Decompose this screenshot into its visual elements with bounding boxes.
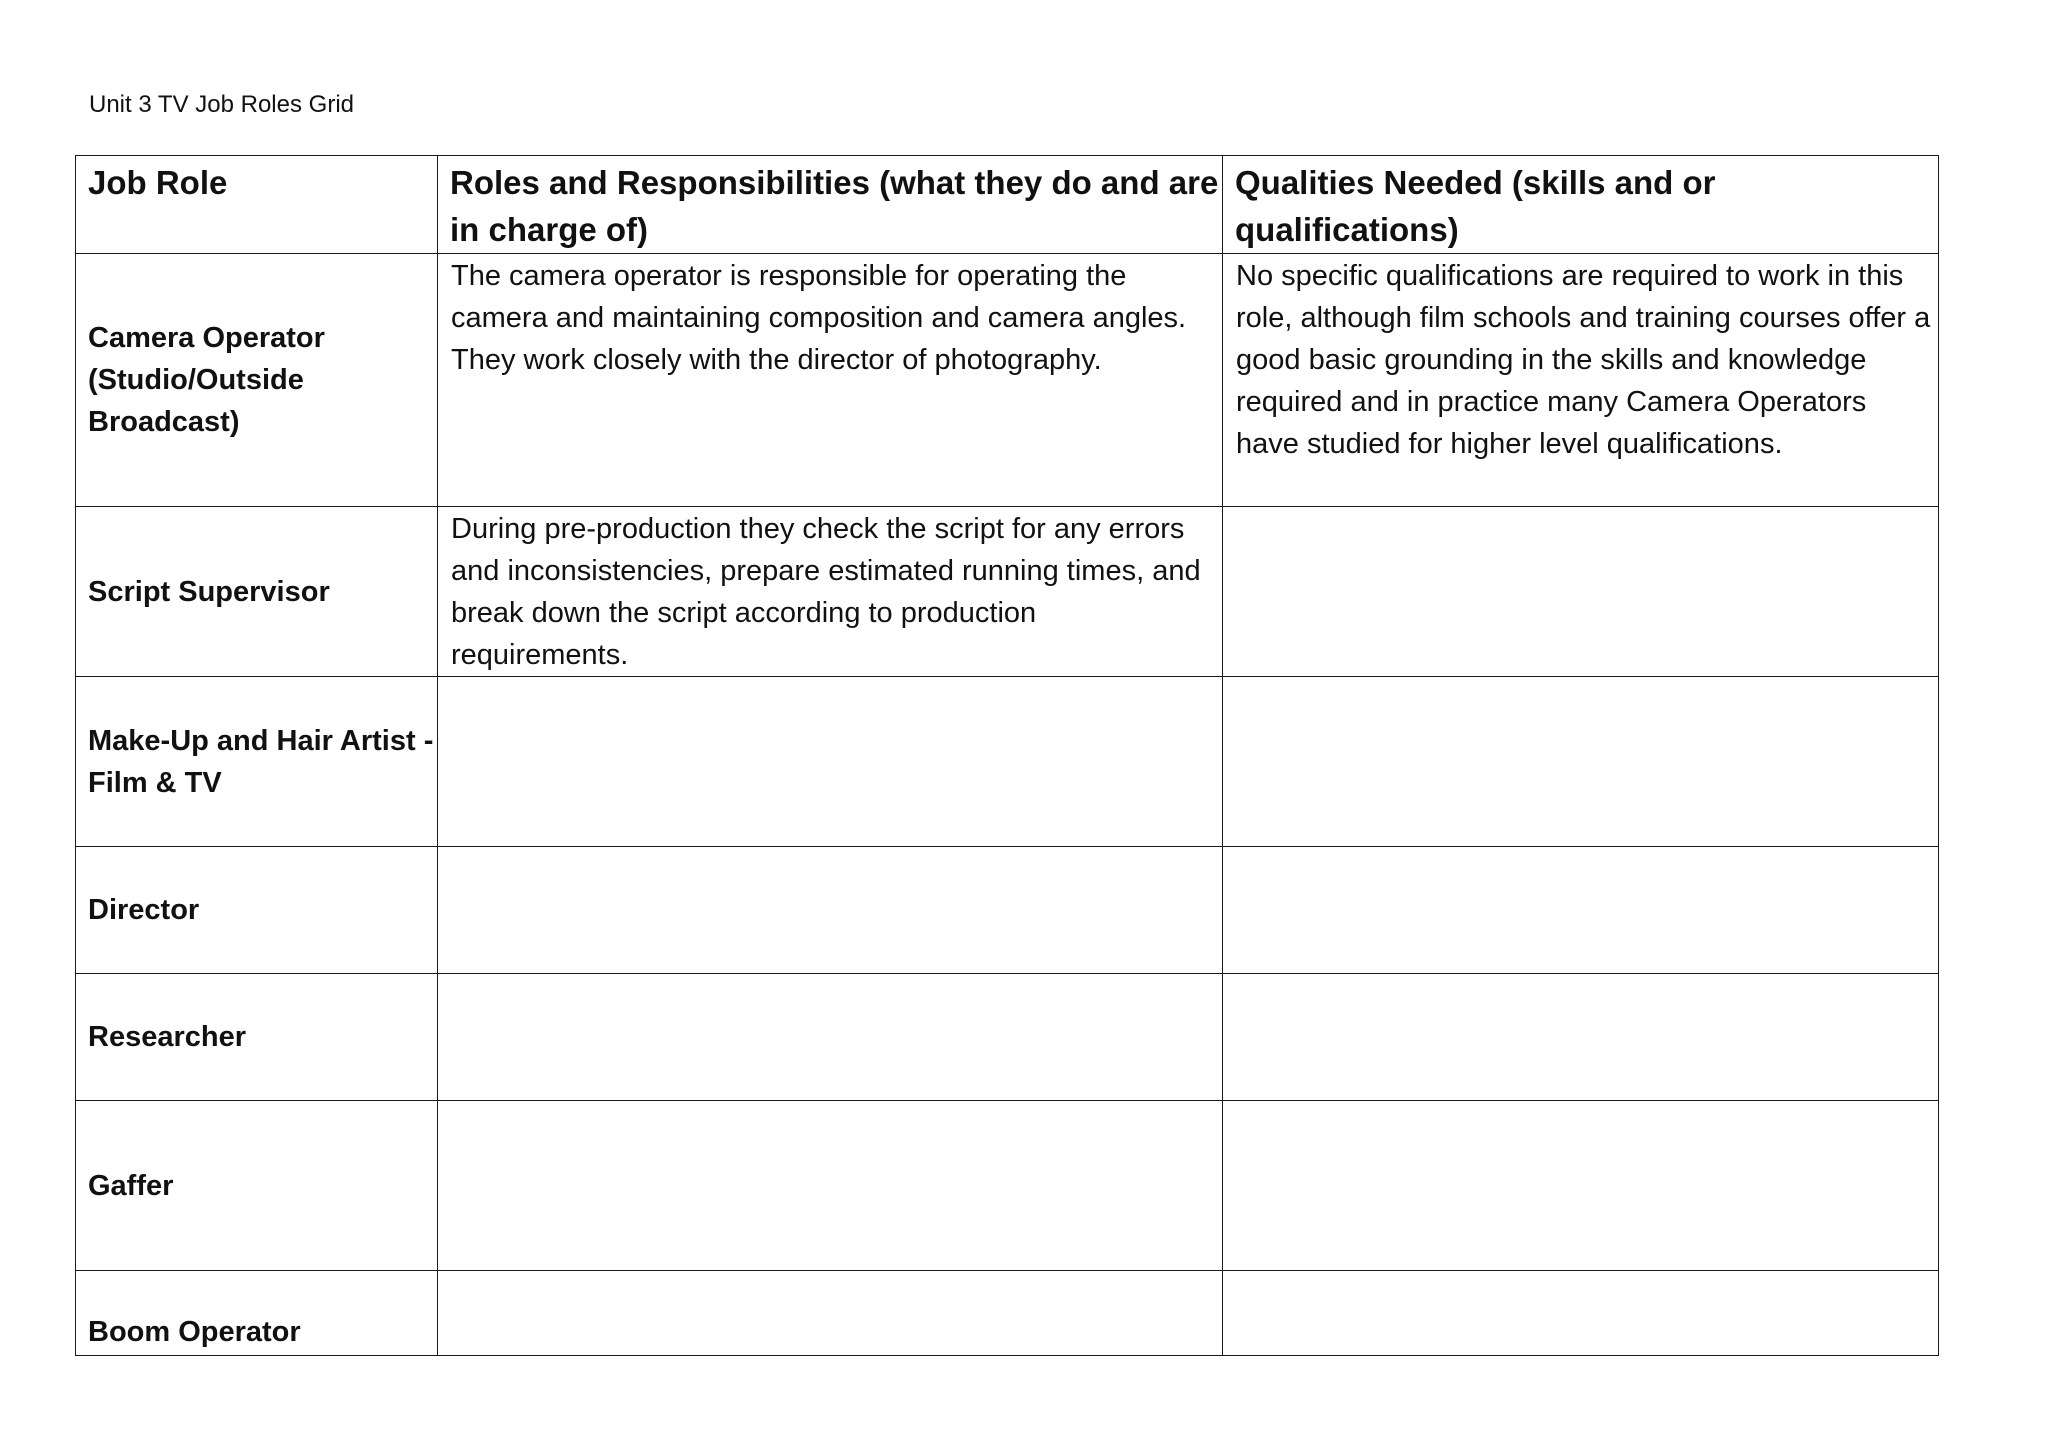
header-responsibilities: Roles and Responsibilities (what they do and are in charge of) xyxy=(438,156,1223,254)
qualities-cell[interactable] xyxy=(1223,507,1939,677)
job-role-cell: Make-Up and Hair Artist - Film & TV xyxy=(76,677,438,847)
qualities-cell[interactable] xyxy=(1223,677,1939,847)
job-roles-table xyxy=(75,155,1939,1356)
qualities-cell[interactable] xyxy=(1223,1101,1939,1271)
responsibilities-cell[interactable] xyxy=(438,1101,1223,1271)
responsibilities-cell[interactable] xyxy=(438,1271,1223,1356)
job-role-cell: Director xyxy=(76,847,438,974)
document-title: Unit 3 TV Job Roles Grid xyxy=(89,91,354,118)
qualities-cell[interactable] xyxy=(1223,847,1939,974)
responsibilities-cell[interactable] xyxy=(438,677,1223,847)
table-header-row xyxy=(76,156,1939,254)
table-row xyxy=(76,847,1939,974)
qualities-cell[interactable] xyxy=(1223,1271,1939,1356)
header-qualities: Qualities Needed (skills and or qualifications) xyxy=(1223,156,1939,254)
qualities-cell[interactable]: No specific qualifications are required to work in this role, although film schools and training courses offer a good basic grounding in the skills and knowledge required and in practice many Camera Operators have studied for higher level qualifications. xyxy=(1223,254,1939,507)
job-role-cell: Gaffer xyxy=(76,1101,438,1271)
table-row xyxy=(76,507,1939,677)
job-role-cell: Researcher xyxy=(76,974,438,1101)
responsibilities-cell[interactable] xyxy=(438,847,1223,974)
table-row xyxy=(76,1271,1939,1356)
responsibilities-cell[interactable]: The camera operator is responsible for operating the camera and maintaining composition and camera angles. They work closely with the director of photography. xyxy=(438,254,1223,507)
table-row xyxy=(76,254,1939,507)
job-role-cell: Boom Operator xyxy=(76,1271,438,1356)
responsibilities-cell[interactable] xyxy=(438,974,1223,1101)
table-row xyxy=(76,974,1939,1101)
job-role-cell: Script Supervisor xyxy=(76,507,438,677)
job-role-cell: Camera Operator (Studio/Outside Broadcast) xyxy=(76,254,438,507)
table-row xyxy=(76,677,1939,847)
qualities-cell[interactable] xyxy=(1223,974,1939,1101)
responsibilities-cell[interactable]: During pre-production they check the script for any errors and inconsistencies, prepare estimated running times, and break down the script according to production requirements. xyxy=(438,507,1223,677)
header-job-role: Job Role xyxy=(76,156,438,254)
table-row xyxy=(76,1101,1939,1271)
